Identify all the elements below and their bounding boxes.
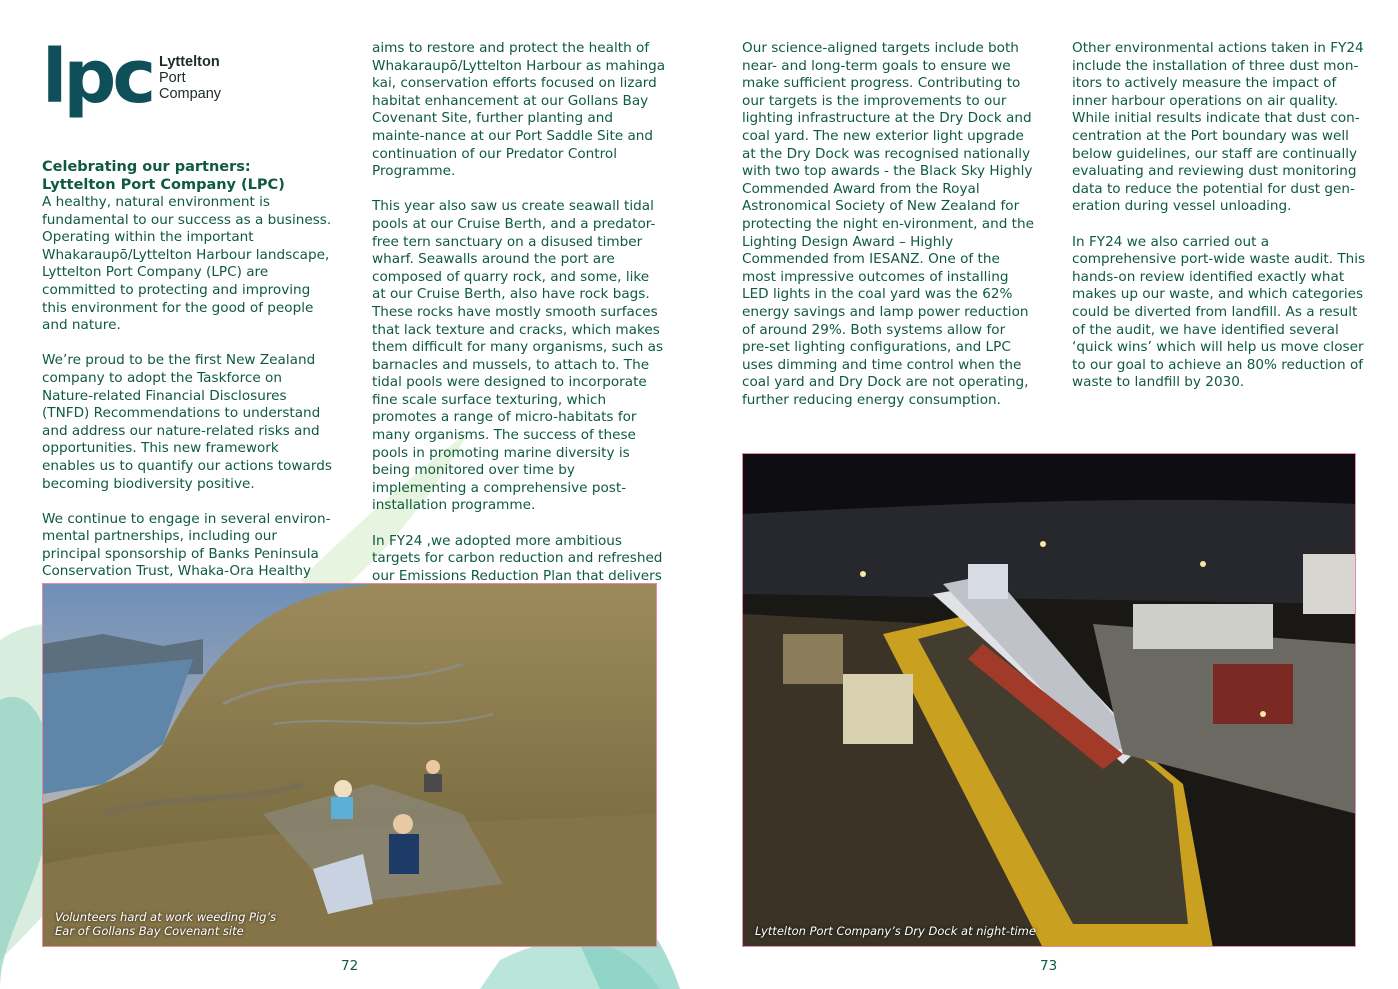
page-number-right: 73 [1040, 958, 1058, 974]
paragraph: We’re proud to be the first New Zealand company to adopt the Taskforce on Nature-related Financial Disclosures (TNFD) Recommendations to understand and address our nature-related risks and opportunities. This new framework enables us to quantify our actions towards becoming biodiversity positive. [42, 352, 332, 492]
logo-word-company: Company [159, 86, 222, 102]
left-column-1 [42, 158, 336, 616]
dry-dock-illustration [743, 454, 1356, 947]
paragraph: Our science-aligned targets include both near- and long-term goals to ensure we make sufficient progress. Contributing to our targets is the improvements to our lighting infrastructure at the Dry Dock and coal yard. The new exterior light upgrade at the Dry Dock was recognised nationally with two top awards - the Black Sky Highly Commended Award from the Royal Astronomical Society of New Zealand for protecting the night en-vironment, and the Lighting Design Award – Highly Commended from IESANZ. One of the most impressive outcomes of installing LED lights in the coal yard was the 62% energy savings and lamp power reduction of around 29%. Both systems allow for pre-set lighting configurations, and LPC uses dimming and time control when the coal yard and Dry Dock are not operating, further reducing energy consumption. [742, 40, 1034, 408]
section-heading-line1: Celebrating our partners: [42, 159, 251, 175]
paragraph: This year also saw us create seawall tidal pools at our Cruise Berth, and a predator-free tern sanctuary on a disused timber wharf. Seawalls around the port are composed of quarry rock, and some, like at our Cruise Berth, also have rock bags. These rocks have mostly smooth surfaces that lack texture and cracks, which makes them difficult for many organisms, such as barnacles and mussels, to attach to. The tidal pools were designed to incorporate fine scale surface texturing, which promotes a range of micro-habitats for many organisms. The success of these pools in promoting marine diversity is being monitored over time by implementing a comprehensive post-installation programme. [372, 198, 664, 514]
hillside-illustration [43, 584, 657, 947]
section-heading-line2: Lyttelton Port Company (LPC) [42, 177, 285, 193]
photo-caption: Lyttelton Port Company’s Dry Dock at night-time [755, 924, 1036, 938]
volunteers-hillside-photo [42, 583, 657, 947]
paragraph: A healthy, natural environment is fundamental to our success as a business. Operating within the important Whakaraupō/Lyttelton Harbour landscape, Lyttelton Port Company (LPC) are committed to protecting and improving this environment for the good of people and nature. [42, 194, 332, 334]
page-number-left: 72 [341, 958, 359, 974]
paragraph: We continue to engage in several environ-mental partnerships, including our principal sponsorship of Banks Peninsula Conservation Trust, Whaka-Ora Healthy [42, 510, 331, 580]
dry-dock-night-photo [742, 453, 1356, 947]
paragraph: In FY24 we also carried out a comprehensive port-wide waste audit. This hands-on review identified exactly what makes up our waste, and which categories could be diverted from landfill. As a result of the audit, we have identified several ‘quick wins’ which will help us move closer to our goal to achieve an 80% reduction of waste to landfill by 2030. [1072, 233, 1366, 391]
logo-word-port: Port [159, 70, 186, 86]
right-column-2 [1072, 40, 1366, 409]
paragraph: Other environmental actions taken in FY24 include the installation of three dust mon-itors to actively measure the impact of inner harbour operations on air quality. While initial results indicate that dust con-centration at the Port boundary was well below guidelines, our staff are continually evaluating and reviewing dust monitoring data to reduce the potential for dust gen-eration during vessel unloading. [1072, 40, 1364, 215]
logo-wordmark [159, 54, 221, 102]
paragraph: aims to restore and protect the health of Whakaraupō/Lyttelton Harbour as mahinga kai, conservation efforts focused on lizard habitat enhancement at our Gollans Bay Covenant Site, further planting and mainte-nance at our Port Saddle Site and continuation of our Predator Control Programme. [372, 40, 666, 180]
left-column-2 [372, 40, 666, 621]
logo-mark: lpc [42, 34, 153, 120]
photo-caption: Volunteers hard at work weeding Pig’s Ear of Gollans Bay Covenant site [55, 910, 277, 938]
logo-word-lyttelton: Lyttelton [159, 54, 220, 70]
right-column-1 [742, 40, 1036, 427]
paragraph: In FY24 ,we adopted more ambitious targets for carbon reduction and refreshed our Emissions Reduction Plan that delivers [372, 532, 663, 584]
lpc-logo [42, 34, 242, 122]
